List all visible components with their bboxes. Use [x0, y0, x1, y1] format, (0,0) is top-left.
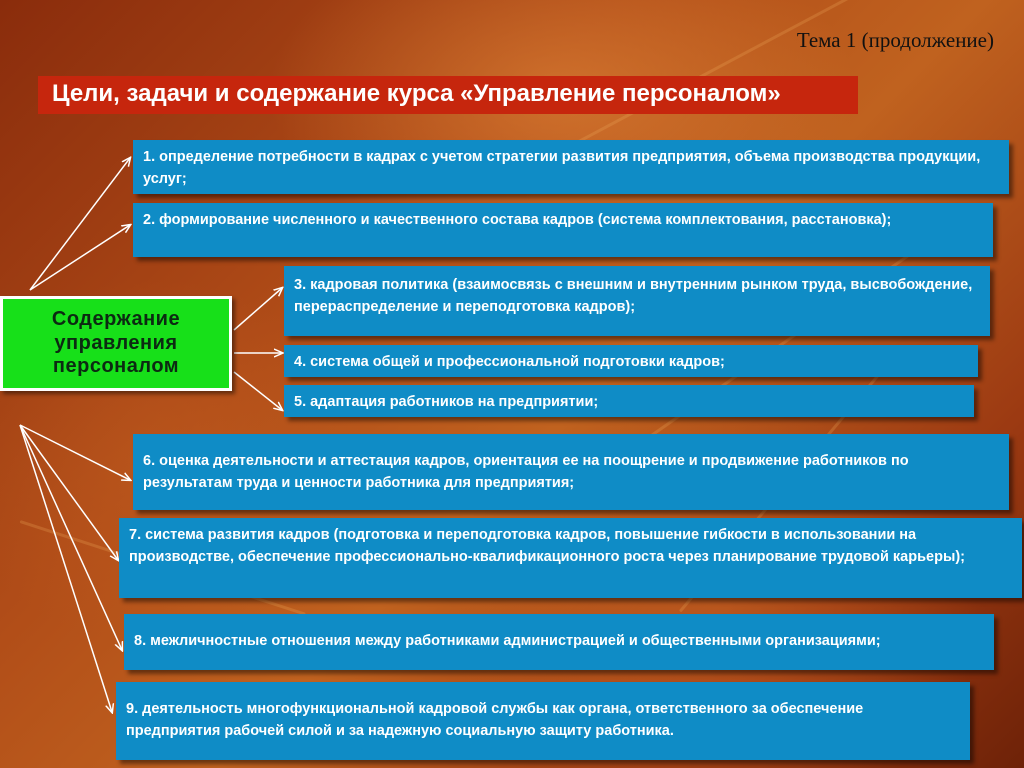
item-2: 2. формирование численного и качественного состава кадров (система комплектования, расстановка);	[133, 203, 993, 257]
item-5: 5. адаптация работников на предприятии;	[284, 385, 974, 417]
arrow-to-item-3	[234, 288, 282, 330]
center-node-label: Содержание управления персоналом	[51, 308, 181, 378]
item-1: 1. определение потребности в кадрах с учетом стратегии развития предприятия, объема производства продукции, услуг;	[133, 140, 1009, 194]
arrow-to-item-2	[30, 225, 130, 290]
arrow-to-item-6	[20, 425, 130, 480]
arrow-to-item-1	[30, 158, 130, 290]
arrow-to-item-7	[20, 425, 118, 560]
item-9: 9. деятельность многофункциональной кадровой службы как органа, ответственного за обеспечение предприятия рабочей силой и за надежную социальную защиту работника.	[116, 682, 970, 760]
arrow-to-item-9	[20, 425, 112, 712]
item-4: 4. система общей и профессиональной подготовки кадров;	[284, 345, 978, 377]
item-6: 6. оценка деятельности и аттестация кадров, ориентация ее на поощрение и продвижение работников по результатам труда и ценности работника для предприятия;	[133, 434, 1009, 510]
item-3: 3. кадровая политика (взаимосвязь с внешним и внутренним рынком труда, высвобождение, перераспределение и переподготовка кадров);	[284, 266, 990, 336]
center-node	[0, 296, 232, 391]
arrow-to-item-8	[20, 425, 122, 650]
item-8: 8. межличностные отношения между работниками администрацией и общественными организациями;	[124, 614, 994, 670]
slide-title: Цели, задачи и содержание курса «Управление персоналом»	[52, 80, 781, 107]
arrow-to-item-5	[234, 372, 282, 410]
topic-label: Тема 1 (продолжение)	[796, 28, 994, 52]
item-7: 7. система развития кадров (подготовка и переподготовка кадров, повышение гибкости в использовании на производстве, обеспечение профессионально-квалификационного роста через планирование трудовой карьеры);	[119, 518, 1022, 598]
